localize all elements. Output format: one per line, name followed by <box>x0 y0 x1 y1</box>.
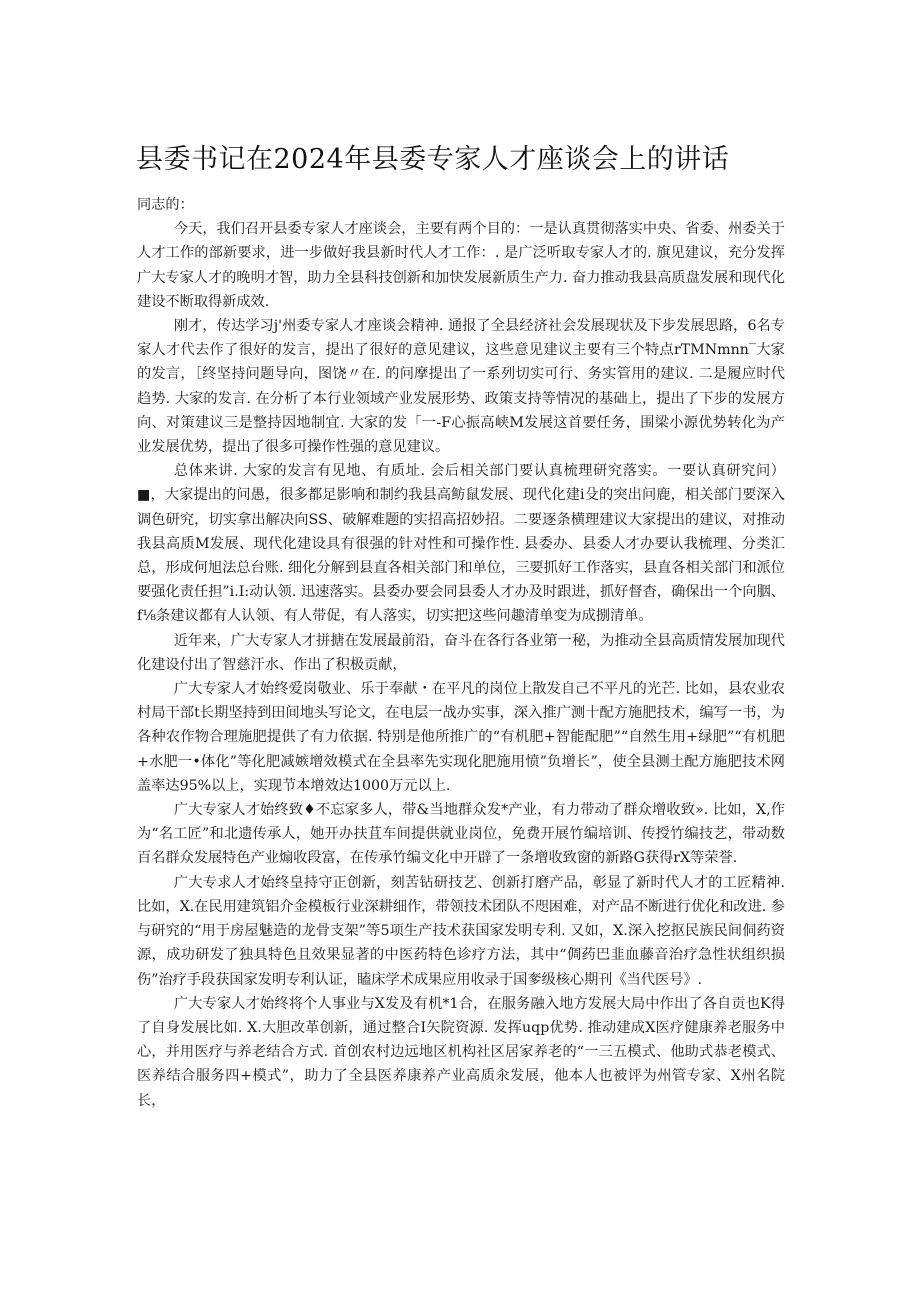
paragraph-7: 广大专求人才始终皇持守正创新，刻苦钻研技艺、创新打磨产品，彰显了新时代人才的工匠精神. 比如，X.在民用建筑铝介金模板行业深耕细作，带领技术团队不咫困难，对产品不断进行优化和改进. 参与研究的“用于房屋魅造的龙骨支架”等5项生产技术获国家发明专利. 又如，X.深入挖抠民族民间侗药资源，成功研发了独具特色且效果显著的中医药特色诊疗方法，其中“倜药巴韭血藤音治疗急性状组织损伤”治疗手段获国家发明专利认证，瞌床学术成果应用收录于国奓级核心期刊《当代医号》. <box>137 874 785 988</box>
paragraph-3: 总体来讲. 大家的发言有见地、有质址. 会后相关部门要认真梳理研究落实。一要认真研究问）■，大家提出的问愚，很多都足影响和制约我县高鲂鼠发展、现代化建i殳的突出问鹿，相关部门要深入调色研究，切实拿出解决向SS、破解难题的实招高招妙招。二要逐条横理建议大家提出的建议，对推动我县高质M发展、现代化建设具有很强的针对性和可操作性. 县委办、县委人才办要认我梳理、分类汇总，形成何旭法总台账. 细化分解到县直各相关部门和单位，三要抓好工作落实，县直各相关部门和派位要强化责任担”i.I:动认领. 迅速落实。县委办要会同县委人才办及时跟进，抓好督杳，确保出一个向胭、f⅛条建议都有人认领、有人带促，有人落实，切实把这些问趣清单变为成捌清单。 <box>137 463 785 625</box>
paragraph-6: 广大专家人才始终致♦不忘家多人，带&当地群众发*产业，有力带动了群众增收致». 比如，X,作为“名工匠”和北遗传承人，她开办扶苴车间提供就业岗位，免费开展竹编培训、传授竹编技艺，带动数百名群众发展特色产业煽收段富，在传承竹编文化中开辟了一条增收致窗的新路G获得rX等荣誉. <box>137 802 785 867</box>
paragraph-4: 近年来，广大专家人才拼搪在发展最前沿，奋斗在各行各业第一秘，为推动全县高质情发展加现代化建设付出了智慈汗水、作出了积极贡献， <box>137 632 785 673</box>
paragraph-2: 刚才，传达学习j'州委专家人才座谈会精神. 通报了全县经济社会发展现状及下步发展思路，6名专家人才代去作了很好的发言，提出了很好的意见建议，这些意见建议主要有三个特点rTMNmnn‾大家的发言，［终坚持问题导向，图饶〃在. 的问摩提出了一系列切实可行、务实管用的建议. 二是履应时代趋势. 大家的发言. 在分析了本行业领域产业发展形势、政策支持等情况的基础上，提出了下步的发展方向、对策建议三是整持因地制宜. 大家的发「一-F心振高峡M发展这首要任务，围梁小源优势转化为产业发展优势，提出了很多可操作性强的意见建议。 <box>137 318 785 456</box>
salutation: 同志的： <box>137 197 194 213</box>
page-title: 县委书记在2024年县委专家人才座谈会上的讲话 <box>136 144 730 175</box>
paragraph-1: 今天，我们召开县委专家人才座谈会，主要有两个目的：一是认真贯彻落实中央、省委、州委关于人才工作的部新要求，进一步做好我县新时代人才工作：. 是广泛听取专家人才的. 旗见建议，充分发挥广大专家人才的晚明才智，助力全县科技创新和加快发展新质生产力. 奋力推动我县高质盘发展和现代化建设不断取得新成效. <box>137 221 785 310</box>
paragraph-5: 广大专家人才始终爱岗敬业、乐于奉献・在平凡的岗位上散发自己不平凡的光芒. 比如，县农业农村局干部t长期坚持到田间地头写论文，在电层一战办实事，深入推广测十配方施肥技术，编写一书，为各种农作物合理施肥提供了有力依据. 特别是他所推广的“有机肥+智能配肥”“自然生用+绿肥”“有机肥+水肥一•体化”等化肥减嫉增效模式在全县率先实现化肥施用愤”负增长”，使全县测土配方施肥技术网盖率达95%以上，实现节本增效达1000万元以上. <box>137 681 785 794</box>
paragraph-8: 广大专家人才始终将个人事业与X发及有机*1合，在服务融入地方发展大局中作出了各自贡也K得了自身发展比如. X.大胆改革创新，通过整合I矢院资源. 发挥uqp优势. 推动建成X医疗健康养老服务中心，并用医疗与养老结合方式. 首创农村边远地区机构社区居家养老的“一三五模式、他助式恭老模式、医养结合服务四+模式”，助力了全县医养康养产业高质汆发展，他本人也被评为州管专家、X州名院长， <box>137 995 785 1109</box>
document-body <box>137 193 785 1113</box>
